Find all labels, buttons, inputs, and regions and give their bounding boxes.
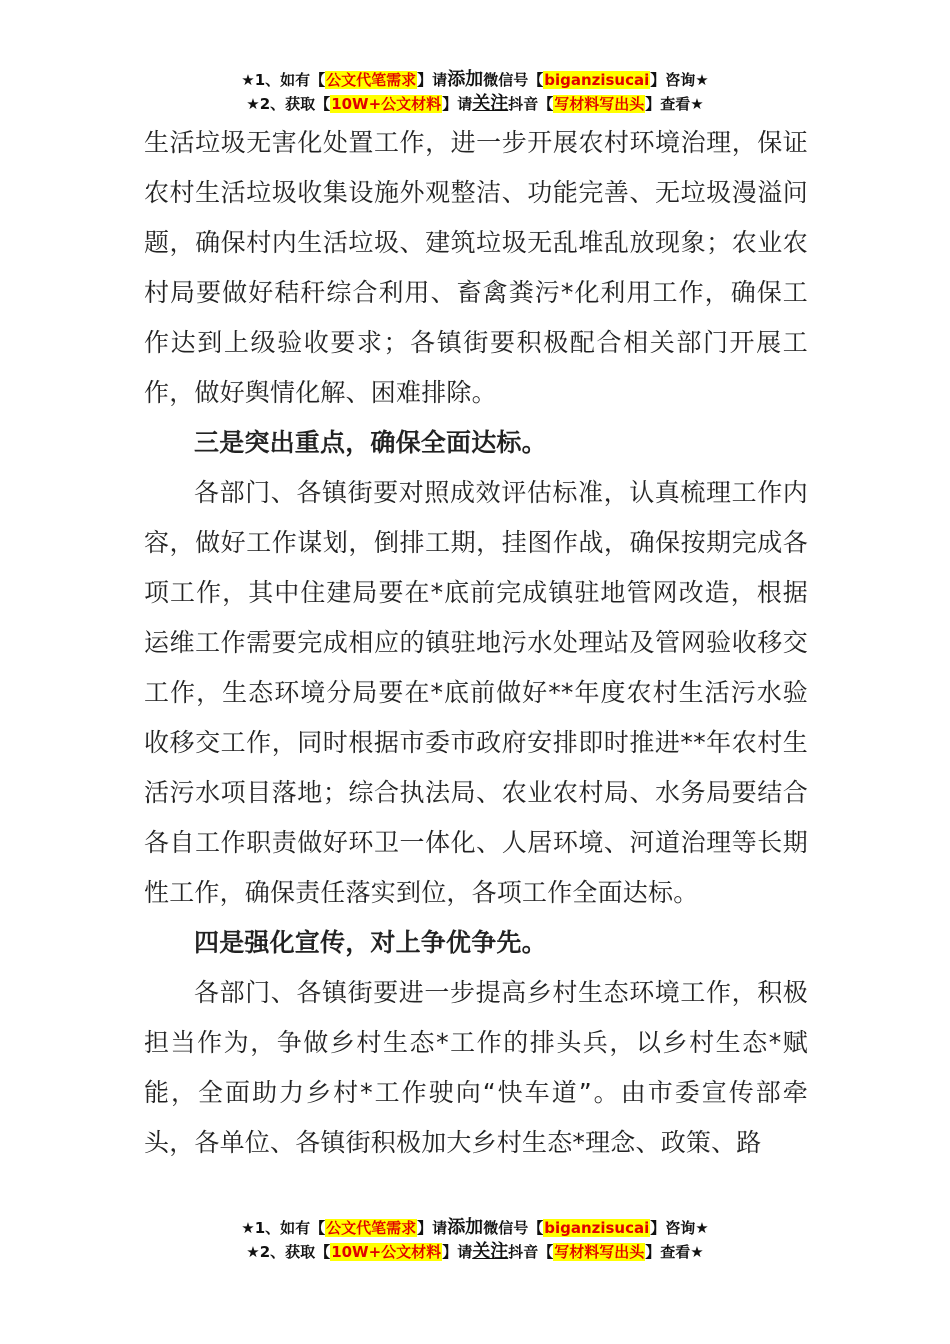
highlight-douyin-account: 写材料写出头 bbox=[554, 95, 645, 113]
highlight-wechat-id: biganzisucai bbox=[544, 71, 650, 89]
section-heading-4: 四是强化宣传，对上争优争先。 bbox=[194, 928, 547, 957]
footer-highlight-wechat-id: biganzisucai bbox=[544, 1219, 650, 1237]
footer-highlight-service: 公文代笔需求 bbox=[326, 1219, 417, 1237]
footer-line-1: ★1、如有【公文代笔需求】请添加微信号【biganzisucai】咨询★ bbox=[241, 1217, 709, 1238]
highlight-materials: 10W+公文材料 bbox=[331, 95, 442, 113]
paragraph-publicity: 各部门、各镇街要进一步提高乡村生态环境工作，积极担当作为，争做乡村生态*工作的排头兵，以乡村生态*赋能，全面助力乡村*工作驶向“快车道”。由市委宣传部牵头，各单位、各镇街积极加大乡村生态*理念、政策、路 bbox=[144, 978, 808, 1157]
footer-banner bbox=[0, 1216, 950, 1264]
paragraph-standards: 各部门、各镇街要对照成效评估标准，认真梳理工作内容，做好工作谋划，倒排工期，挂图作战，确保按期完成各项工作，其中住建局要在*底前完成镇驻地管网改造，根据运维工作需要完成相应的镇驻地污水处理站及管网验收移交工作，生态环境分局要在*底前做好**年度农村生活污水验收移交工作，同时根据市委市政府安排即时推进**年农村生活污水项目落地；综合执法局、农业农村局、水务局要结合各自工作职责做好环卫一体化、人居环境、河道治理等长期性工作，确保责任落实到位，各项工作全面达标。 bbox=[144, 478, 808, 907]
paragraph-continued: 生活垃圾无害化处置工作，进一步开展农村环境治理，保证农村生活垃圾收集设施外观整洁、功能完善、无垃圾漫溢问题，确保村内生活垃圾、建筑垃圾无乱堆乱放现象；农业农村局要做好秸秆综合利用、畜禽粪污*化利用工作，确保工作达到上级验收要求；各镇街要积极配合相关部门开展工作，做好舆情化解、困难排除。 bbox=[144, 128, 808, 407]
footer-highlight-douyin-account: 写材料写出头 bbox=[554, 1243, 645, 1261]
footer-highlight-materials: 10W+公文材料 bbox=[331, 1243, 442, 1261]
section-heading-3: 三是突出重点，确保全面达标。 bbox=[194, 428, 547, 457]
banner-line-2: ★2、获取【10W+公文材料】请关注抖音【写材料写出头】查看★ bbox=[246, 93, 704, 114]
highlight-service: 公文代笔需求 bbox=[326, 71, 417, 89]
banner-line-1: ★1、如有【公文代笔需求】请添加微信号【biganzisucai】咨询★ bbox=[241, 69, 709, 90]
footer-line-2: ★2、获取【10W+公文材料】请关注抖音【写材料写出头】查看★ bbox=[246, 1241, 704, 1262]
document-body bbox=[144, 118, 808, 1168]
header-banner bbox=[0, 68, 950, 116]
